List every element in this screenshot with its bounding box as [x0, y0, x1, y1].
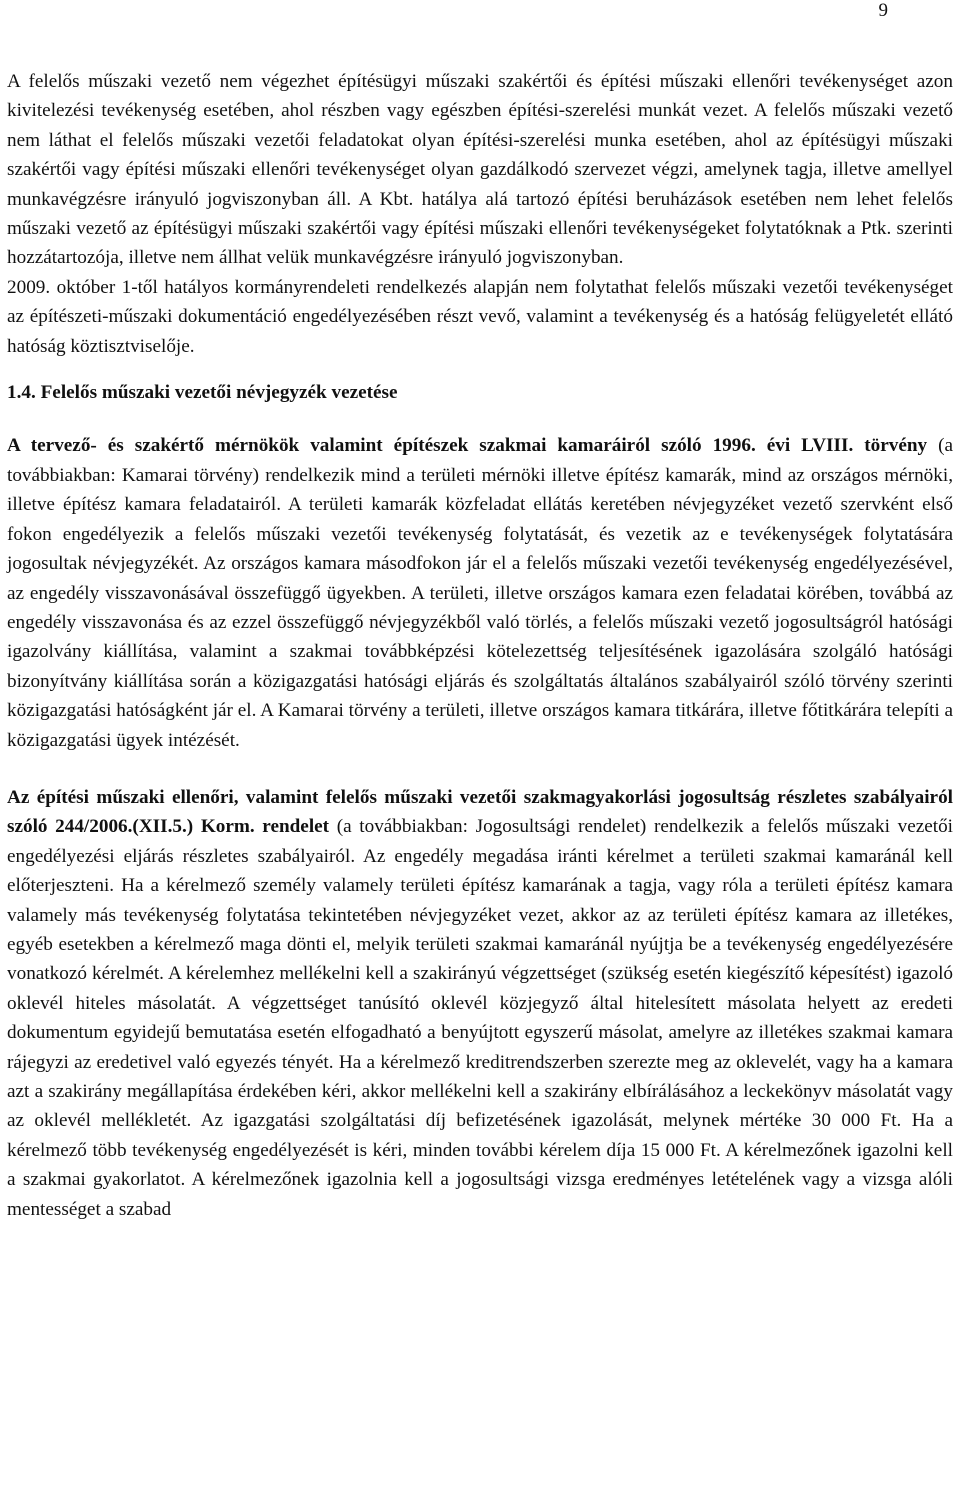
- paragraph-responsibility-restrictions: A felelős műszaki vezető nem végezhet építésügyi műszaki szakértői és építési műszaki ellenőri tevékenységet azon kivitelezési tevékenység esetében, ahol részben vagy egészben építési-szerelési munkát vezet. A felelős műszaki vezető nem láthat el felelős műszaki vezetői feladatokat olyan építési-szerelési munka esetében, ahol az építésügyi műszaki szakértői vagy építési műszaki ellenőri tevékenységet olyan gazdálkodó szervezet végzi, amelynek tagja, illetve amellyel munkavégzésre irányuló jogviszonyban áll. A Kbt. hatálya alá tartozó építési beruházások esetében nem lehet felelős műszaki vezető az építésügyi műszaki szakértői vagy építési műszaki ellenőri tevékenységeket folytatóknak a Ptk. szerinti hozzátartozója, illetve nem állhat velük munkavégzésre irányuló jogviszonyban.: [7, 71, 953, 269]
- government-decree-text: (a továbbiakban: Jogosultsági rendelet) rendelkezik a felelős műszaki vezetői engedélyezési eljárás részletes szabályairól. Az engedély megadása iránti kérelmet a területi szakmai kamaránál kell előterjeszteni. Ha a kérelmező személy valamely területi építész kamarának a tagja, vagy róla a területi építész kamara valamely más tevékenység folytatása tekintetében névjegyzéket vezet, akkor az az területi építész kamara az illetékes, egyéb esetekben a kérelmező maga dönti el, melyik területi szakmai kamaránál nyújtja be a tevékenység engedélyezésére vonatkozó kérelmét. A kérelemhez mellékelni kell a szakirányú végzettséget (szükség esetén kiegészítő képesítést) igazoló oklevél hiteles másolatát. A végzettséget tanúsító oklevél közjegyző által hitelesített másolata helyett az eredeti dokumentum egyidejű bemutatása esetén elfogadható a benyújtott egyszerű másolat, amelyre az illetékes szakmai kamara rájegyzi az eredetivel való egyezés tényét. Ha a kérelmező kreditrendszerben szerezte meg az oklevelét, vagy ha a kamara azt a szakirány megállapítása érdekében kéri, akkor mellékelni kell a szakirány elbírálásához a leckekönyv másolatát vagy az oklevél mellékletét. Az igazgatási szolgáltatási díj befizetésének igazolását, melynek mértéke 30 000 Ft. Ha a kérelmező több tevékenység engedélyezését is kéri, minden további kérelem díja 15 000 Ft. A kérelmezőnek igazolni kell a szakmai gyakorlatot. A kérelmezőnek igazolnia kell a jogosultsági vizsga eredményes letételének vagy a vizsga alóli mentességet a szabad: [7, 816, 954, 1220]
- paragraph-government-decree: [7, 783, 953, 1224]
- section-heading: 1.4. Felelős műszaki vezetői névjegyzék vezetése: [7, 382, 398, 404]
- document-body: [7, 67, 953, 1224]
- paragraph-chamber-act: [7, 431, 953, 754]
- paragraph-2009-regulation: 2009. október 1-től hatályos kormányrendeleti rendelkezés alapján nem folytathat felelős műszaki vezetői tevékenységet az építészeti-műszaki dokumentáció engedélyezésében részt vevő, valamint a tevékenység és a hatóság felügyeletét ellátó hatóság köztisztviselője.: [7, 276, 953, 357]
- chamber-act-title: A tervező- és szakértő mérnökök valamint építészek szakmai kamaráiról szóló 1996. évi LVIII. törvény: [7, 435, 928, 457]
- government-decree-title: Az építési műszaki ellenőri, valamint felelős műszaki vezetői szakmagyakorlási jogosultság részletes szabályairól szóló 244/2006.(XII.5.) Korm. rendelet: [7, 786, 953, 838]
- chamber-act-text: (a továbbiakban: Kamarai törvény) rendelkezik mind a területi mérnöki illetve építész kamarák, mind az országos mérnöki, illetve építész kamara feladatairól. A területi kamarák közfeladat ellátás keretében névjegyzéket vezető szervként első fokon engedélyezik a felelős műszaki vezetői tevékenység folytatását, és vezetik az e tevékenységek folytatására jogosultak névjegyzékét. Az országos kamara másodfokon jár el a felelős műszaki vezetői tevékenység engedélyezésével, az engedély visszavonásával összefüggő ügyekben. A területi, illetve országos kamara ezen feladatai körében, továbbá az engedély visszavonása és az ezzel összefüggő névjegyzékből való törlés, a felelős műszaki vezető jogosultságról hatósági igazolvány kiállítása, valamint a szakmai továbbképzési kötelezettség teljesítésének igazolására szolgáló hatósági bizonyítvány kiállítása során a közigazgatási hatósági eljárás és szolgáltatás általános szabályairól szóló törvény szerinti közigazgatási hatóságként jár el. A Kamarai törvény a területi, illetve országos kamara titkárára, illetve főtitkárára telepíti a közigazgatási ügyek intézését.: [7, 435, 953, 751]
- page-number: 9: [878, 0, 888, 21]
